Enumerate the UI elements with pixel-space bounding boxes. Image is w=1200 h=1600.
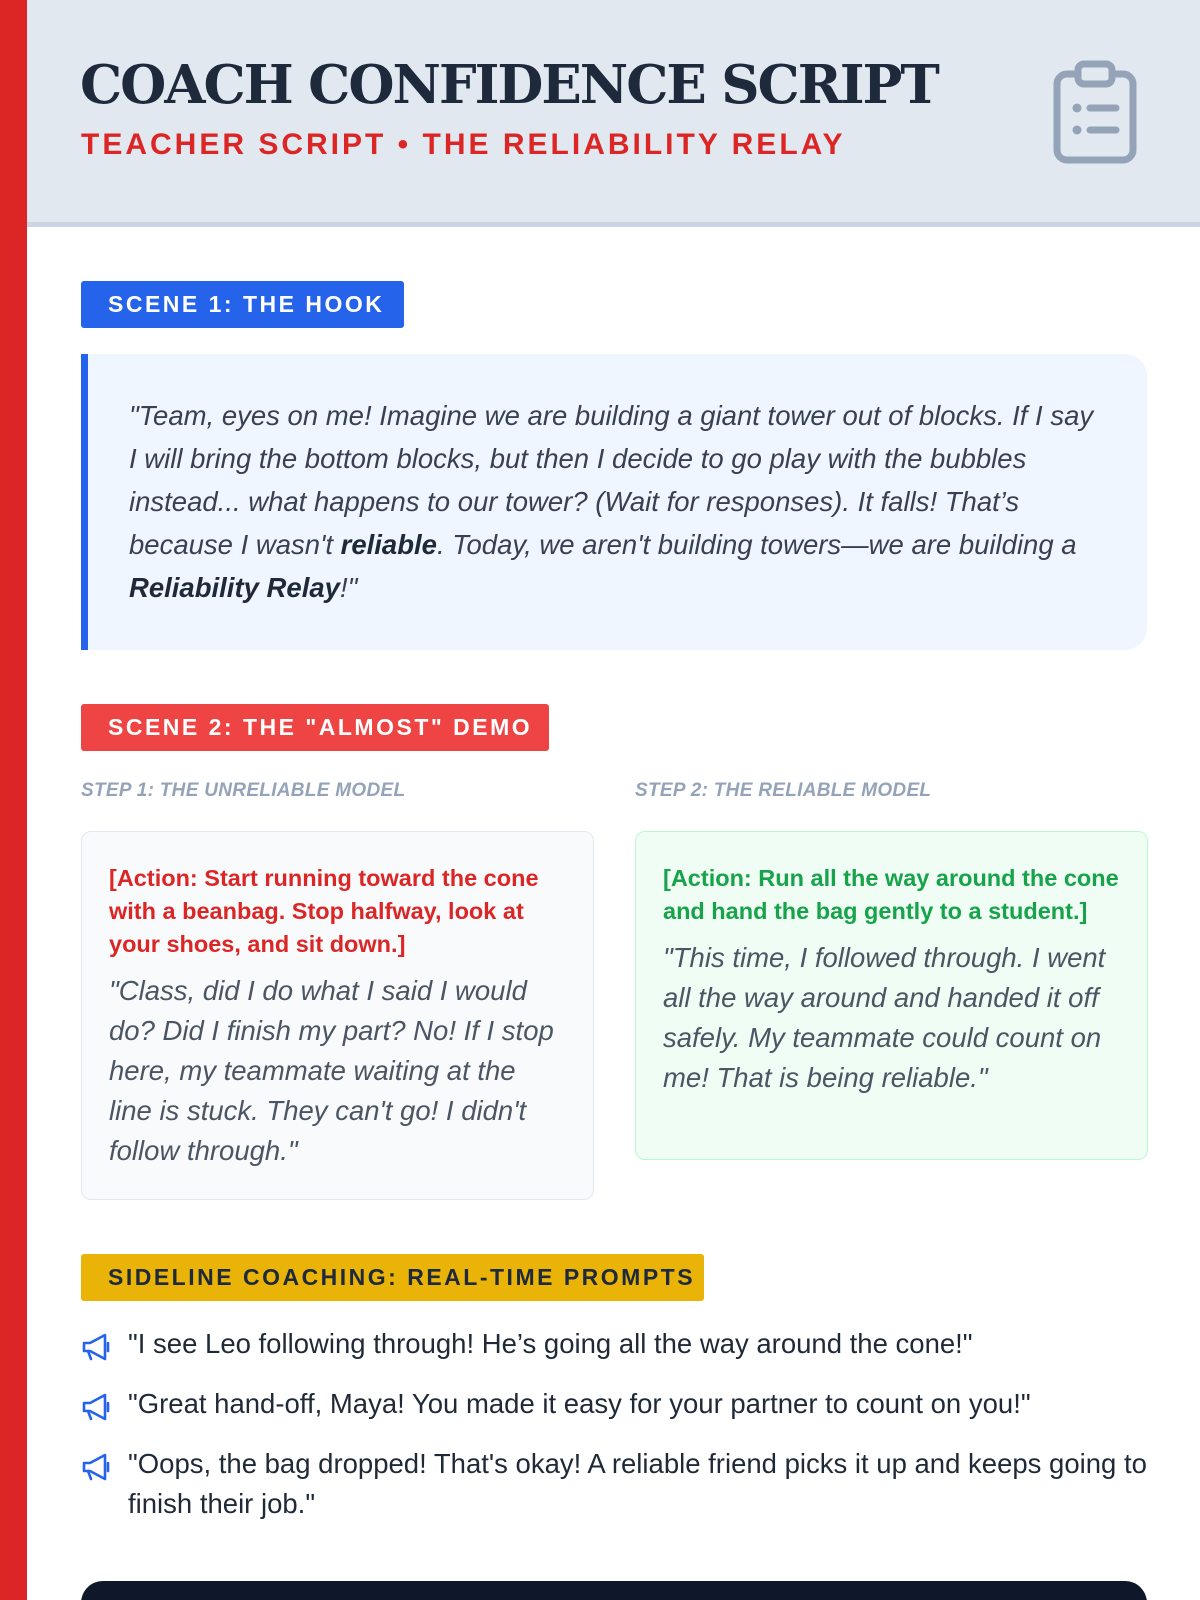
step-2-label: STEP 2: THE RELIABLE MODEL bbox=[635, 780, 932, 801]
hook-quote-box bbox=[81, 354, 1147, 650]
footer-bar bbox=[81, 1581, 1147, 1600]
prompt-text: "Oops, the bag dropped! That's okay! A reliable friend picks it up and keeps going to finish their job." bbox=[128, 1448, 1147, 1519]
megaphone-icon bbox=[81, 1393, 111, 1421]
list-item bbox=[81, 1444, 1151, 1524]
unreliable-model-card bbox=[81, 831, 594, 1200]
clipboard-icon bbox=[1052, 60, 1138, 164]
page-subtitle: TEACHER SCRIPT • THE RELIABILITY RELAY bbox=[81, 128, 846, 161]
prompt-text: "I see Leo following through! He’s going all the way around the cone!" bbox=[128, 1328, 973, 1359]
hook-quote bbox=[129, 394, 1107, 609]
hook-emphasis-relay: Reliability Relay bbox=[129, 572, 340, 603]
list-item bbox=[81, 1384, 1151, 1424]
megaphone-icon bbox=[81, 1453, 111, 1481]
sideline-coaching-badge: SIDELINE COACHING: REAL-TIME PROMPTS bbox=[81, 1254, 704, 1301]
step-1-label: STEP 1: THE UNRELIABLE MODEL bbox=[81, 780, 406, 801]
reliable-quote: "This time, I followed through. I went all the way around and handed it off safely. My teammate could count on me! That is being reliable." bbox=[663, 942, 1106, 1093]
prompt-list bbox=[81, 1324, 1151, 1544]
reliable-action: [Action: Run all the way around the cone and hand the bag gently to a student.] bbox=[663, 865, 1119, 924]
hook-emphasis-reliable: reliable bbox=[340, 529, 437, 560]
prompt-text: "Great hand-off, Maya! You made it easy for your partner to count on you!" bbox=[128, 1388, 1031, 1419]
unreliable-action: [Action: Start running toward the cone with a beanbag. Stop halfway, look at your shoes, and sit down.] bbox=[109, 865, 539, 957]
hook-quote-part: . Today, we aren't building towers—we are building a bbox=[436, 529, 1077, 560]
list-item bbox=[81, 1324, 1151, 1364]
scene-1-badge: SCENE 1: THE HOOK bbox=[81, 281, 404, 328]
hook-quote-part: !" bbox=[339, 572, 358, 603]
megaphone-icon bbox=[81, 1333, 111, 1361]
page-title: COACH CONFIDENCE SCRIPT bbox=[80, 54, 938, 116]
page-header bbox=[27, 0, 1200, 227]
reliable-model-card bbox=[635, 831, 1148, 1160]
scene-2-badge: SCENE 2: THE "ALMOST" DEMO bbox=[81, 704, 549, 751]
unreliable-quote: "Class, did I do what I said I would do? Did I finish my part? No! If I stop here, my teammate waiting at the line is stuck. They can't go! I didn't follow through." bbox=[109, 975, 554, 1166]
left-accent-bar bbox=[0, 0, 27, 1600]
hook-quote-part: "Team, eyes on me! Imagine we are building a giant tower out of blocks. If I say I will bring the bottom blocks, but then I decide to go play with the bubbles instead... what happens to our tower? (Wait for responses). It falls! That’s because I wasn't bbox=[129, 400, 1094, 560]
